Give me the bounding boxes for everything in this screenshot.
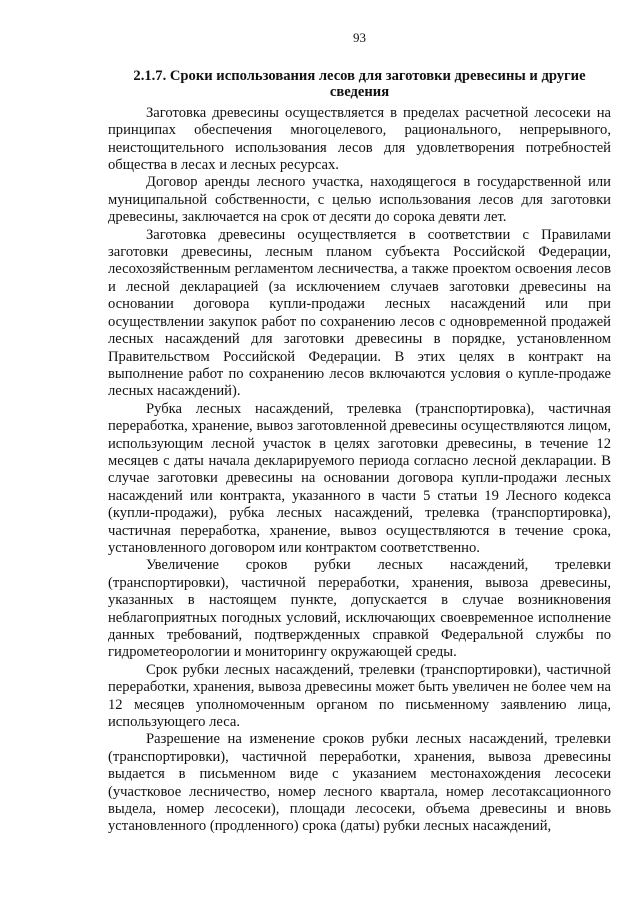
section-title: 2.1.7. Сроки использования лесов для заготовки древесины и другие сведения (133, 68, 586, 101)
page-number: 93 (353, 30, 366, 45)
paragraph-1: Заготовка древесины осуществляется в пределах расчетной лесосеки на принципах обеспечения многоцелевого, рационального, непрерывного, неистощительного использования лесов для удовлетворения потребностей общества в лесах и лесных ресурсах. (108, 104, 611, 174)
paragraph-3: Заготовка древесины осуществляется в соответствии с Правилами заготовки древесины, лесным планом субъекта Российской Федерации, лесохозяйственным регламентом лесничества, а также проектом освоения лесов и лесной декларацией (за исключением случаев заготовки древесины на основании договора купли-продажи лесных насаждений или при осуществлении закупок работ по сохранению лесов с одновременной продажей лесных насаждений для заготовки древесины в порядке, установленном Правительством Российской Федерации. В этих целях в контракт на выполнение работ по сохранению лесов включаются условия о купле-продаже лесных насаждений). (108, 226, 611, 400)
paragraph-2: Договор аренды лесного участка, находящегося в государственной или муниципальной собственности, с целью использования лесов для заготовки древесины, заключается на срок от десяти до сорока девяти лет. (108, 174, 611, 226)
paragraph-7: Разрешение на изменение сроков рубки лесных насаждений, трелевки (транспортировки), частичной переработки, хранения, вывоза древесины выдается в письменном виде с указанием местонахождения лесосеки (участковое лесничество, номер лесного квартала, номер лесотаксационного выдела, номер лесосеки), площади лесосеки, объема древесины и вновь установленного (продленного) срока (даты) рубки лесных насаждений, (108, 731, 611, 835)
document-page (108, 30, 611, 836)
paragraph-4: Рубка лесных насаждений, трелевка (транспортировка), частичная переработка, хранение, вывоз заготовленной древесины осуществляются лицом, использующим лесной участок в целях заготовки древесины, в течение 12 месяцев с даты начала декларируемого периода согласно лесной декларации. В случае заготовки древесины на основании договора купли-продажи лесных насаждений или контракта, указанного в части 5 статьи 19 Лесного кодекса (купли-продажи), рубка лесных насаждений, трелевка (транспортировка), частичная переработка, хранение, вывоз осуществляются в течение срока, установленного договором или контрактом соответственно. (108, 400, 611, 556)
paragraph-5: Увеличение сроков рубки лесных насаждений, трелевки (транспортировки), частичной переработки, хранения, вывоза древесины, указанных в настоящем пункте, допускается в случае возникновения неблагоприятных погодных условий, исключающих своевременное исполнение данных требований, подтвержденных справкой Федеральной службы по гидрометеорологии и мониторингу окружающей среды. (108, 557, 611, 661)
paragraph-6: Срок рубки лесных насаждений, трелевки (транспортировки), частичной переработки, хранения, вывоза древесины может быть увеличен не более чем на 12 месяцев уполномоченным органом по письменному заявлению лица, использующего леса. (108, 661, 611, 731)
